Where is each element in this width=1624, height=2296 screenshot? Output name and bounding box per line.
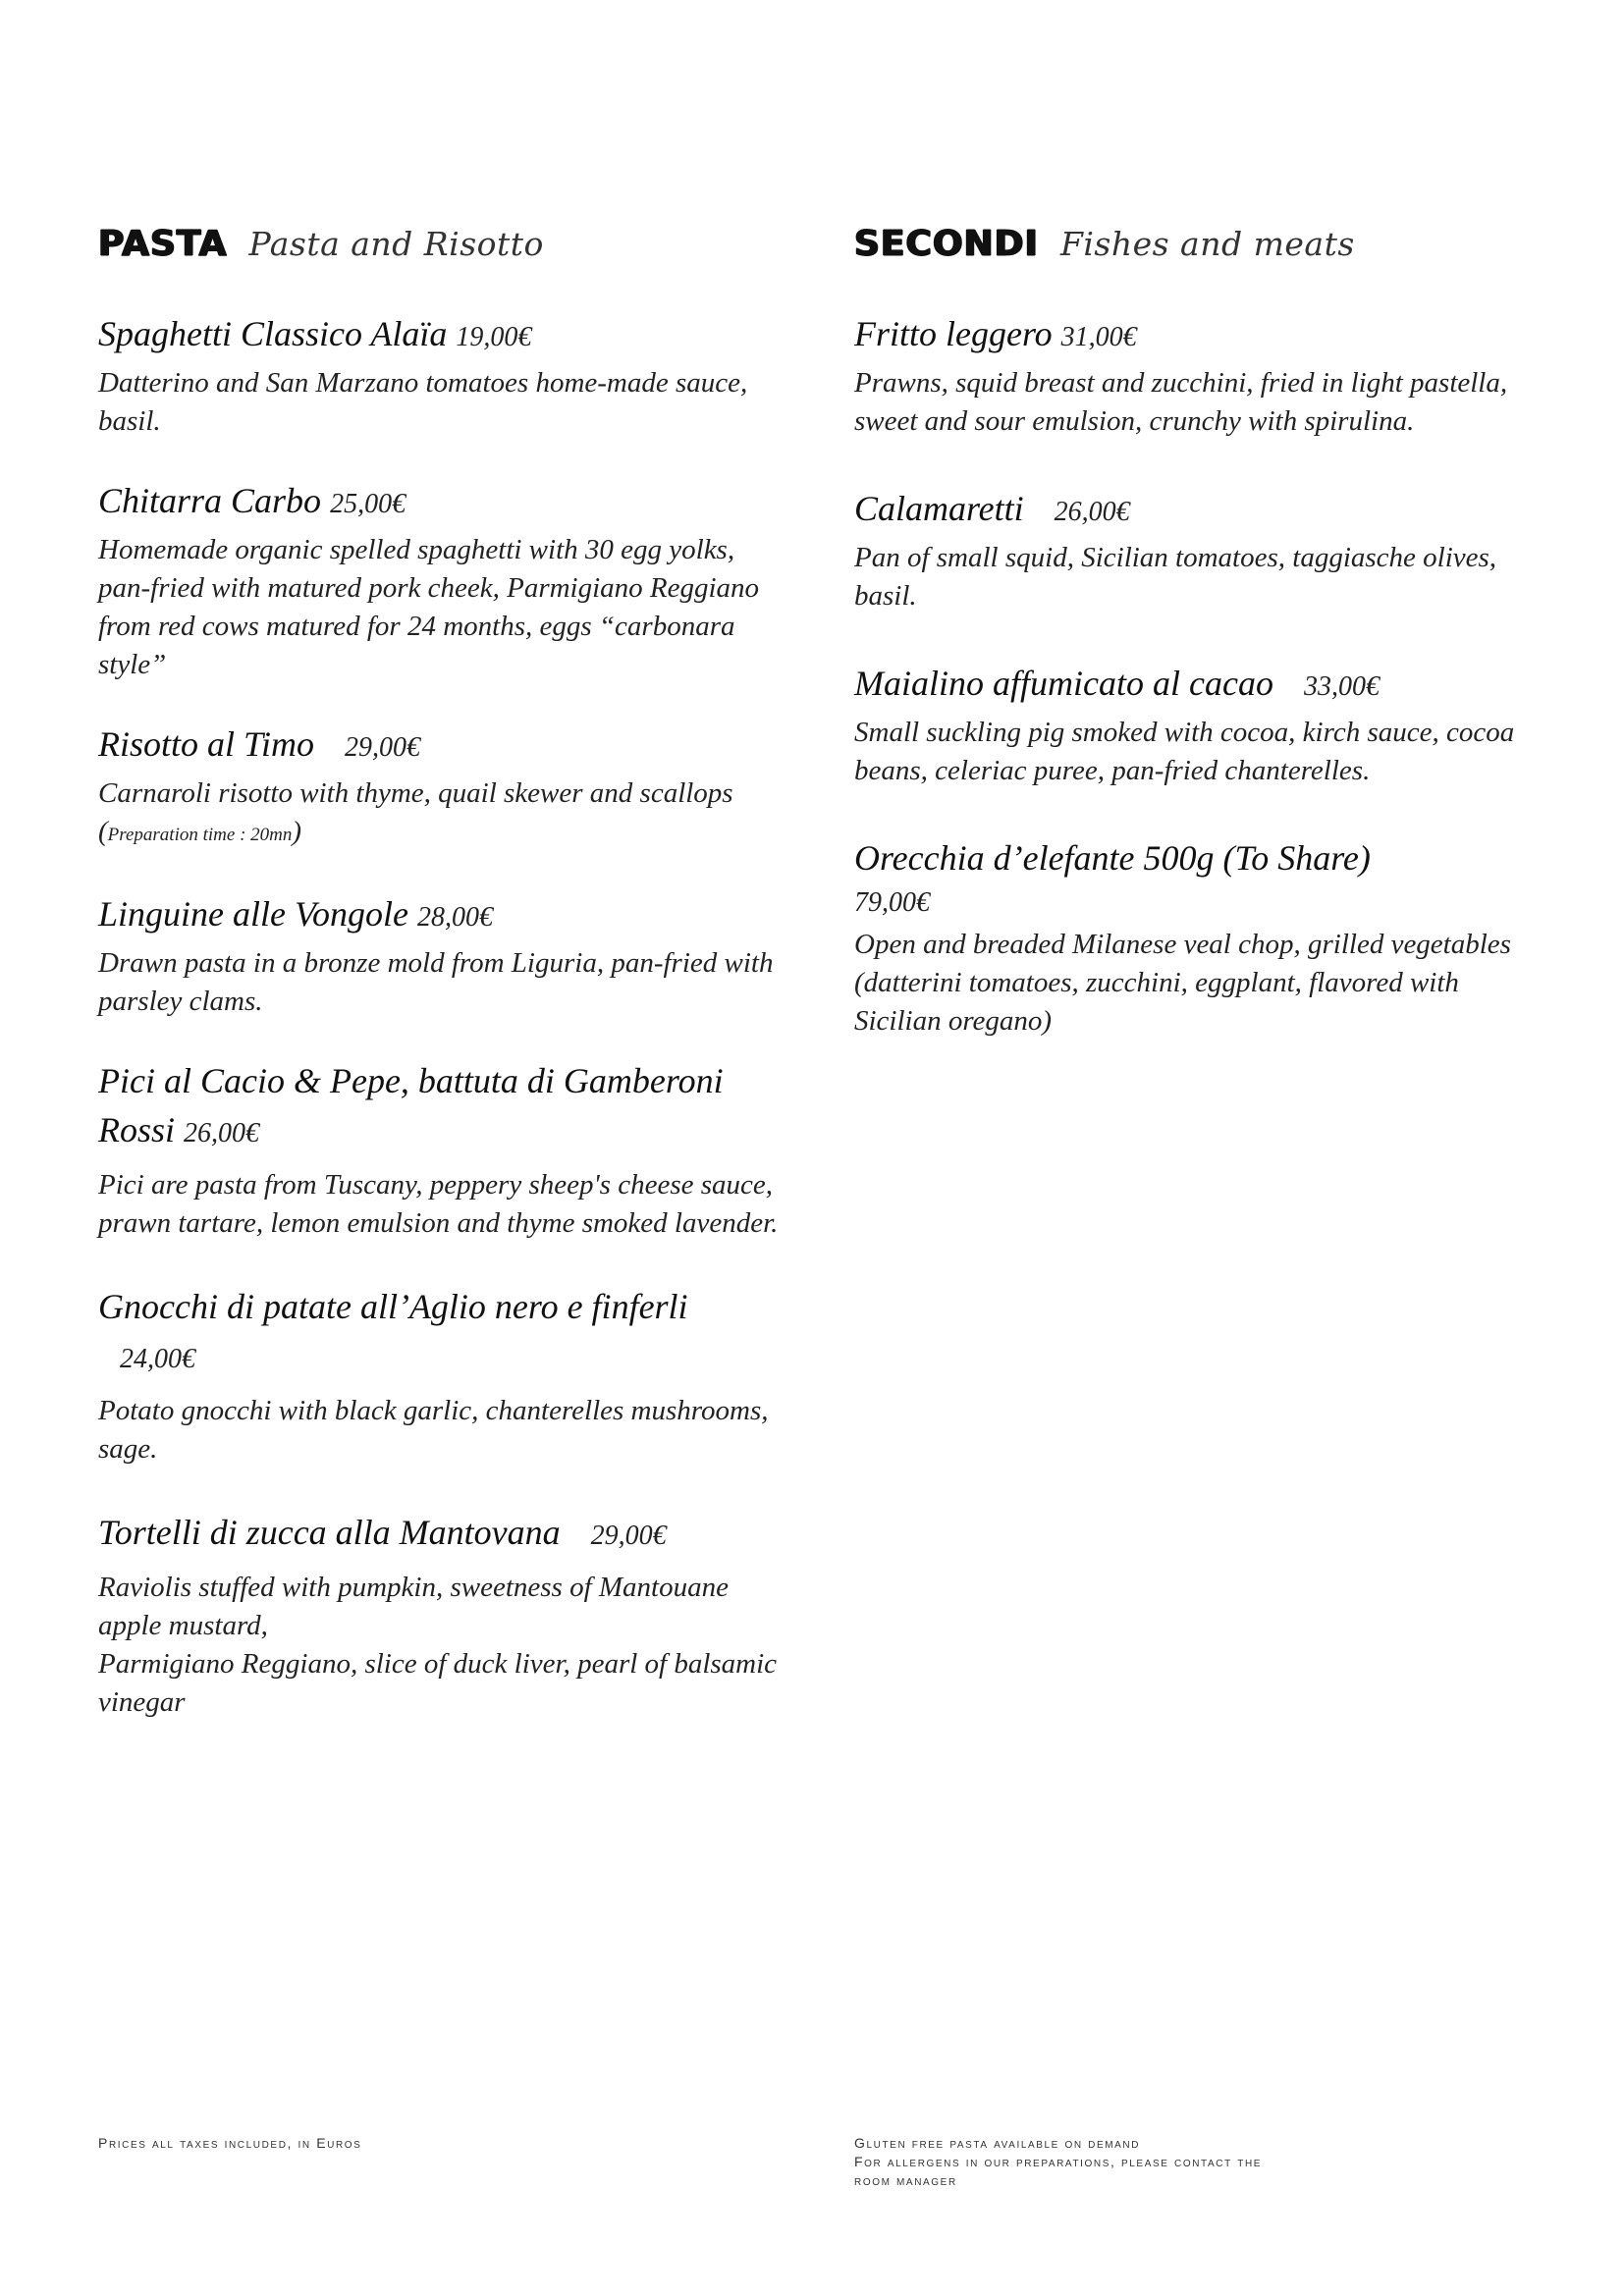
item-name: Spaghetti Classico Alaïa (98, 314, 448, 353)
menu-item (98, 1508, 785, 1722)
item-name-line (98, 1508, 785, 1561)
item-description: Small suckling pig smoked with cocoa, kirch sauce, cocoa beans, celeriac puree, pan-fried chanterelles. (854, 717, 1515, 786)
item-name-line (98, 476, 785, 529)
item-name: Risotto al Timo (98, 724, 315, 764)
item-name: Tortelli di zucca alla Mantovana (98, 1513, 561, 1552)
section-subtitle: Fishes and meats (1059, 225, 1355, 263)
menu-item (854, 659, 1542, 790)
menu-item (98, 309, 785, 441)
menu-item (854, 309, 1542, 441)
item-name: Calamaretti (854, 489, 1024, 528)
section-title: SECONDI (854, 224, 1039, 264)
item-name: Orecchia d’elefante 500g (To Share) (854, 838, 1371, 878)
item-price: 24,00€ (120, 1344, 195, 1374)
item-price: 31,00€ (1060, 322, 1137, 352)
item-description: Pan of small squid, Sicilian tomatoes, taggiasche olives, basil. (854, 542, 1497, 612)
menu-item (98, 1282, 785, 1468)
menu-item (854, 484, 1542, 615)
item-name-line (98, 1056, 785, 1158)
item-name: Fritto leggero (854, 314, 1053, 353)
item-name: Gnocchi di patate all’Aglio nero e finferli (98, 1287, 688, 1326)
item-name-line (854, 659, 1542, 712)
secondi-header (854, 224, 1542, 264)
item-name-line (854, 309, 1542, 362)
footer-allergens-note (854, 2134, 1262, 2190)
item-price: 26,00€ (184, 1118, 260, 1148)
item-description: Potato gnocchi with black garlic, chanterelles mushrooms, sage. (98, 1395, 769, 1465)
item-description: Datterino and San Marzano tomatoes home-made sauce, basil. (98, 367, 748, 437)
menu-item (98, 889, 785, 1021)
item-price: 79,00€ (854, 887, 930, 918)
item-price: 29,00€ (345, 732, 421, 763)
item-description: Homemade organic spelled spaghetti with 30 egg yolks, pan-fried with matured pork cheek, Parmigiano Reggiano from red cows matured for 24 months, eggs “carbonara style” (98, 534, 760, 680)
section-subtitle: Pasta and Risotto (248, 225, 544, 263)
item-description: Raviolis stuffed with pumpkin, sweetness of Mantouane apple mustard, (98, 1572, 729, 1641)
menu-item (98, 476, 785, 684)
footer-text: Gluten free pasta available on demand (854, 2135, 1141, 2151)
footer-prices-note (98, 2134, 361, 2153)
item-description: Drawn pasta in a bronze mold from Liguria, pan-fried with parsley clams. (98, 947, 774, 1017)
item-name: Linguine alle Vongole (98, 894, 408, 934)
footer-text: Prices all taxes included, in Euros (98, 2135, 362, 2151)
pasta-header (98, 224, 785, 264)
item-name-line (98, 889, 785, 942)
footer-text: For allergens in our preparations, please contact the (854, 2154, 1263, 2169)
item-description-text: Carnaroli risotto with thyme, quail skewer and scallops ( (98, 777, 733, 847)
item-name: Maialino affumicato al cacao (854, 664, 1273, 703)
section-title: PASTA (98, 224, 228, 264)
item-description: Open and breaded Milanese veal chop, grilled vegetables (datterini tomatoes, zucchini, eggplant, flavored with Sicilian oregano) (854, 929, 1511, 1037)
item-price: 29,00€ (590, 1521, 667, 1551)
secondi-column (854, 224, 1542, 1076)
pasta-column (98, 224, 785, 1757)
item-name-line (854, 484, 1542, 537)
item-name-line (98, 309, 785, 362)
item-price: 26,00€ (1054, 497, 1130, 527)
item-name-line (98, 720, 785, 773)
item-description: Prawns, squid breast and zucchini, fried in light pastella, sweet and sour emulsion, crunchy with spirulina. (854, 367, 1508, 437)
item-name-line (98, 1282, 785, 1384)
preparation-time-note: Preparation time : 20mn (107, 825, 293, 845)
item-name: Pici al Cacio & Pepe, battuta di Gamberoni Rossi (98, 1061, 724, 1149)
menu-item (98, 720, 785, 854)
item-description: Pici are pasta from Tuscany, peppery sheep's cheese sauce, prawn tartare, lemon emulsion and thyme smoked lavender. (98, 1169, 779, 1239)
item-price: 28,00€ (416, 902, 493, 933)
item-name: Chitarra Carbo (98, 481, 322, 520)
item-price: 33,00€ (1303, 671, 1380, 702)
item-description-end: ) (292, 816, 302, 847)
menu-item (854, 833, 1542, 1041)
menu-item (98, 1056, 785, 1243)
item-description: Parmigiano Reggiano, slice of duck liver, pearl of balsamic vinegar (98, 1648, 778, 1718)
item-price: 25,00€ (330, 489, 406, 519)
footer-text: room manager (854, 2172, 957, 2188)
item-price: 19,00€ (456, 322, 532, 352)
item-description (98, 774, 785, 854)
